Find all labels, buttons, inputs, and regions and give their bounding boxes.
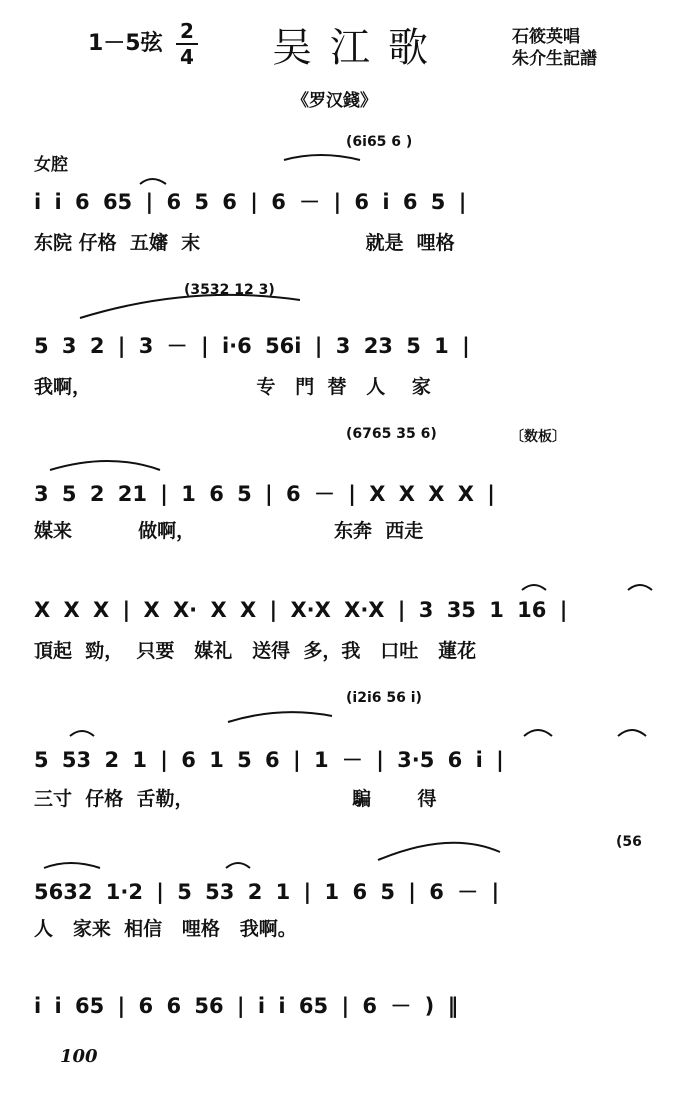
notation-row-3: 3 5 2 21 | 1 6 5 | 6 － | X X X X | — [34, 482, 495, 506]
notation-row-1: i i 6 65 | 6 5 6 | 6 － | 6 i 6 5 | — [34, 190, 467, 214]
lyrics-row-5: 三寸 仔格 舌勒， 騙 得 — [34, 788, 437, 810]
lyrics-row-1: 东院 仔格 五嬸 末 就是 哩格 — [34, 232, 455, 254]
lyrics-row-3: 媒来 做啊， 东奔 西走 — [34, 520, 424, 542]
interlude-row-2: (3532 12 3) — [184, 282, 275, 298]
tie-row-5a — [70, 731, 94, 736]
shuban-marker: 〔数板〕 — [510, 429, 566, 445]
page-number: 100 — [60, 1046, 98, 1067]
notation-row-4: X X X | X X· X X | X·X X·X | 3 35 1 16 | — [34, 598, 568, 622]
meter-top: 2 — [180, 19, 194, 43]
slur-row-5 — [228, 712, 332, 722]
slur-row-6a — [44, 863, 100, 868]
notation-row-5: 5 53 2 1 | 6 1 5 6 | 1 － | 3·5 6 i | — [34, 748, 504, 772]
key-signature: 1－5弦 — [88, 31, 163, 56]
source-opera: 《罗汉錢》 — [292, 91, 377, 111]
notation-row-7: i i 65 | 6 6 56 | i i 65 | 6 － ) ‖ — [34, 994, 459, 1018]
meter-bottom: 4 — [180, 45, 194, 69]
interlude-row-5: (i2i6 56 i) — [346, 690, 422, 706]
song-title: 吴江歌 — [272, 25, 446, 71]
singer-credit: 石筱英唱 — [512, 27, 580, 47]
lyrics-row-4: 頂起 勁， 只要 媒礼 送得 多，我 口吐 蓮花 — [34, 640, 477, 662]
voice-label: 女腔 — [34, 155, 68, 175]
slur-row-2 — [80, 295, 300, 318]
interlude-row-1: (6i65 6 ) — [346, 134, 413, 150]
tie-row-1 — [140, 179, 166, 184]
slur-row-1 — [284, 155, 360, 160]
lyrics-row-6: 人 家来 相信 哩格 我啊。 — [34, 918, 297, 940]
tie-row-4a — [522, 585, 546, 590]
interlude-row-3: (6765 35 6) — [346, 426, 437, 442]
notation-row-2: 5 3 2 | 3 － | i·6 56i | 3 23 5 1 | — [34, 334, 470, 358]
lead-in-row-6: (56 — [616, 834, 642, 850]
tie-row-4b — [628, 585, 652, 590]
tie-row-5c — [618, 730, 646, 736]
tie-row-5b — [524, 730, 552, 736]
lyrics-row-2: 我啊， 专 門 替 人 家 — [34, 376, 431, 398]
slur-row-3 — [50, 461, 160, 470]
transcriber-credit: 朱介生記譜 — [512, 49, 597, 69]
slur-row-6b — [378, 843, 500, 860]
notation-row-6: 5632 1·2 | 5 53 2 1 | 1 6 5 | 6 － | — [34, 880, 500, 904]
tie-row-6 — [226, 863, 250, 868]
